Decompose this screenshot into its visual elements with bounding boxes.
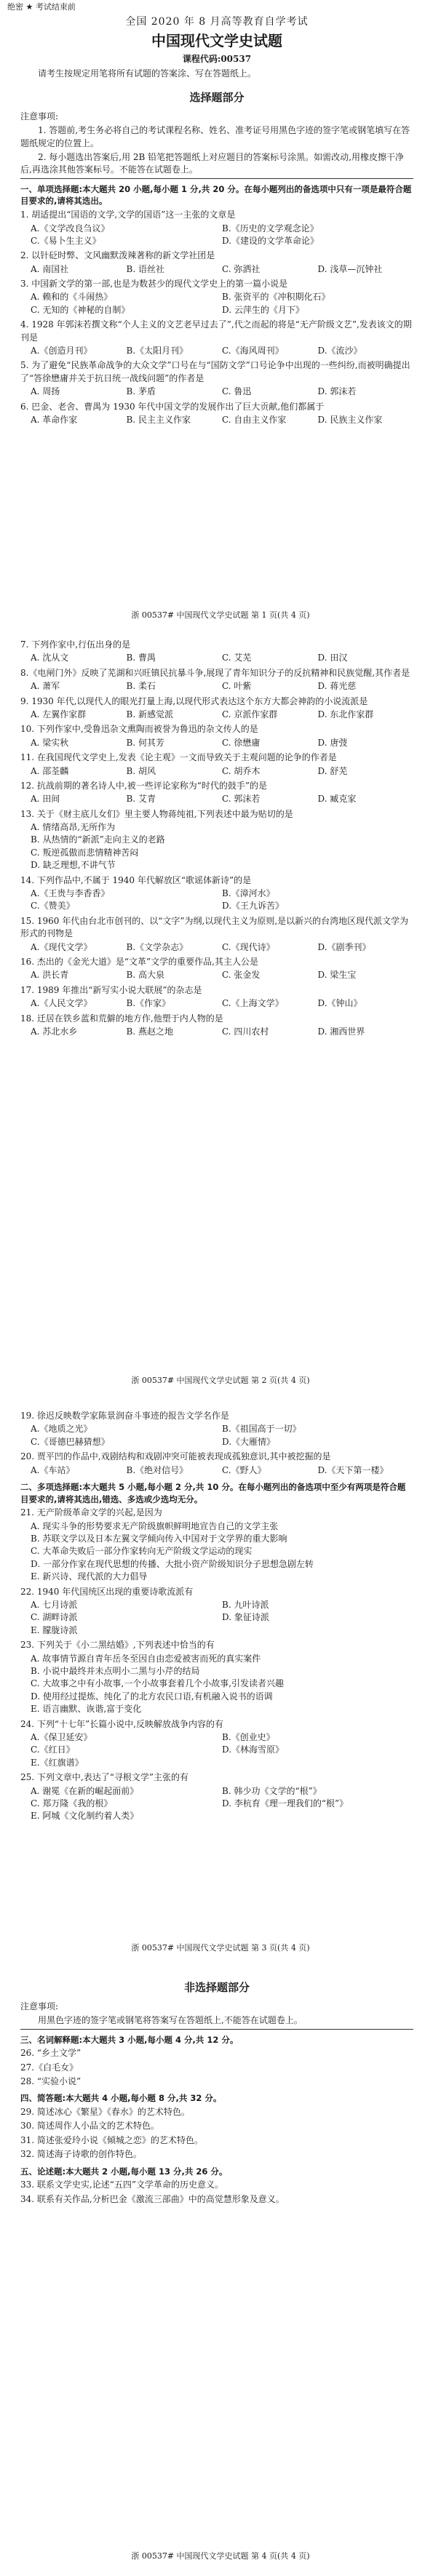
secret-label: 绝密 ★ 考试结束前: [7, 2, 76, 12]
question-stem: 17. 1989 年推出“新写实小说大联展”的杂志是: [20, 984, 202, 995]
page-footer: 浙 00537# 中国现代文学史试题 第 2 页(共 4 页): [131, 1376, 310, 1385]
question-stem: 8.《电闸门外》反映了芜湖和兴旺镇民抗暴斗争,展现了青年知识分子的反抗精神和民族觉醒,其作者是: [20, 667, 410, 678]
option: A. 田间: [31, 794, 60, 805]
option: C. 湖畔诗派: [31, 1612, 78, 1623]
option: D.《天下第一楼》: [317, 1464, 389, 1475]
question-options: [20, 997, 413, 1010]
option: C.《易卜生主义》: [31, 235, 101, 246]
option: B. 苏联文学以及日本左翼文学倾向传入中国对于文学界的重大影响: [31, 1534, 287, 1544]
option: E.《红旗谱》: [31, 1757, 84, 1768]
option: A.《车站》: [31, 1464, 75, 1475]
option: B.《文学杂志》: [126, 941, 188, 952]
option: D.《王九诉苦》: [222, 901, 285, 912]
question-stem: 21. 无产阶级革命文学的兴起,是因为: [20, 1507, 162, 1518]
option: B.《历史的文学观念论》: [222, 223, 319, 234]
option: C.《赞美》: [31, 901, 75, 912]
option: B. 从热情的“新派”走向主义的老路: [31, 834, 165, 845]
question-options: [20, 1520, 413, 1584]
question-stem: 12. 抗战前期的著名诗人中,被一些评论家称为“时代的鼓手”的是: [20, 780, 267, 791]
option: A. 革命作家: [31, 414, 78, 425]
part2-heading: 非选择题部分: [183, 1981, 250, 1994]
question-stem: 13. 关于《财主底儿女们》里主要人物蒋纯祖,下列表述中最为贴切的是: [20, 808, 293, 819]
intro-text: 请考生按规定用笔将所有试题的答案涂、写在答题纸上。: [38, 68, 257, 79]
question-list-3b: [20, 1507, 413, 1822]
option: D. 一部分作家在现代思想的传播、大批小资产阶级知识分子思想急剧左转: [31, 1558, 314, 1569]
course-title: 中国现代文学史试题: [151, 32, 282, 50]
option: A. 洪长青: [31, 970, 69, 981]
page-footer: 浙 00537# 中国现代文学史试题 第 4 页(共 4 页): [131, 2551, 310, 2561]
option: C. 艾芜: [222, 653, 252, 663]
option: D. 梁生宝: [317, 970, 357, 981]
group4-heading: 四、简答题:本大题共 4 小题,每小题 8 分,共 32 分。: [20, 2093, 222, 2104]
question-27: 27.《白毛女》: [20, 2062, 79, 2073]
question-stem: 6. 巴金、老舍、曹禺为 1930 年代中国文学的发展作出了巨大贡献,他们都属于: [20, 401, 325, 412]
question-stem: 11. 在我国现代文学史上,发表《论主观》一文而导致关于主观问题的论争的作者是: [20, 752, 337, 763]
notice-2: 2. 每小题选出答案后,用 2B 铅笔把答题纸上对应题目的答案标号涂黑。如需改动,用橡皮擦干净后,再选涂其他答案标号。不能答在试题卷上。: [20, 152, 404, 175]
question-list-2: [20, 639, 413, 1038]
option: C. 无知的《神秘的自制》: [31, 304, 130, 315]
option: E. 朦胧诗派: [31, 1624, 78, 1635]
question-options: [20, 414, 413, 426]
option: D.《流沙》: [317, 346, 362, 356]
option: A. 情绪高昂,无所作为: [31, 822, 116, 833]
question-options: [20, 888, 413, 913]
group2-heading: 二、多项选择题:本大题共 5 小题,每小题 2 分,共 10 分。在每小题列出的备选项中至少有两项是符合题目要求的,请将其选出,错选、多选或少选均无分。: [20, 1481, 406, 1504]
option: A.《文学改良刍议》: [31, 223, 110, 234]
option: A. 赖和的《斗闹热》: [31, 292, 113, 303]
question-options: [20, 765, 413, 778]
question-stem: 19. 徐迟反映数学家陈景润奋斗事迹的报告文学名作是: [20, 1411, 229, 1421]
question-options: [20, 941, 413, 954]
option: B.《祖国高于一切》: [222, 1424, 301, 1435]
question-options: [20, 737, 413, 749]
option: D. 李杭育《理一理我们的“根”》: [222, 1798, 349, 1809]
question-list-1: [20, 209, 413, 426]
question-list-3a: [20, 1410, 413, 1477]
option: C. 大故事之中有小故事,一个小故事套着几个小故事,引发读者兴趣: [31, 1678, 285, 1689]
question-stem: 16. 杰出的《金光大道》是“文革”文学的重要作品,其主人公是: [20, 956, 258, 967]
question-26: 26. “乡土文学”: [20, 2048, 82, 2059]
option: B. 小说中最终并未点明小二黑与小芹的结局: [31, 1665, 200, 1676]
option: B. 九叶诗派: [222, 1600, 269, 1611]
option: A. 谢冕《在新的崛起面前》: [31, 1785, 139, 1796]
option: D. 使用经过提炼、纯化了的北方农民口语,有机融入说书的语调: [31, 1691, 273, 1702]
option: B. 茅盾: [126, 386, 156, 397]
question-options: [20, 652, 413, 664]
question-stem: 10. 下列作家中,受鲁迅杂文熏陶而被誉为鲁迅的杂文传人的是: [20, 724, 258, 735]
option: C. 京派作家群: [222, 709, 278, 719]
question-stem: 20. 贾平凹的作品中,戏剧结构和戏剧冲突可能被表现成孤独意识,其中被挖掘的是: [20, 1451, 331, 1462]
option: A. 左翼作家群: [31, 709, 87, 719]
question-options: [20, 223, 413, 248]
course-code: 课程代码:00537: [182, 54, 252, 65]
notice-title: 注意事项:: [20, 111, 59, 121]
option: B. 胡风: [126, 765, 156, 776]
option: B. 高大泉: [126, 970, 164, 981]
question-33: 33. 联系文学史实,论述“五四”文学革命的历史意义。: [20, 2180, 223, 2190]
option: A. 邵荃麟: [31, 765, 69, 776]
option: D. 唐弢: [317, 737, 348, 748]
option: D. 东北作家群: [317, 709, 374, 719]
page-footer: 浙 00537# 中国现代文学史试题 第 1 页(共 4 页): [131, 610, 310, 620]
question-stem: 14. 下列作品中,不属于 1940 年代解放区“歌谣体新诗”的是: [20, 874, 252, 885]
option: B. 语丝社: [126, 263, 164, 274]
option: E. 新兴诗、现代派的大力倡导: [31, 1571, 148, 1582]
option: D.《大雁情》: [222, 1436, 276, 1447]
question-31: 31. 简述张爱玲小说《倾城之恋》的艺术特色。: [20, 2134, 203, 2145]
group1-heading: 一、单项选择题:本大题共 20 小题,每小题 1 分,共 20 分。在每小题列出的备选项中只有一项是最符合题目要求的,请将其选出。: [20, 183, 412, 207]
option: A. 南国社: [31, 263, 69, 274]
option: B.《创业史》: [222, 1731, 275, 1742]
group3-heading: 三、名词解释题:本大题共 3 小题,每小题 4 分,共 12 分。: [20, 2034, 239, 2045]
question-stem: 23. 下列关于《小二黑结婚》,下列表述中恰当的有: [20, 1640, 215, 1651]
option: D. 云萍生的《月下》: [222, 304, 304, 315]
question-30: 30. 简述周作人小品文的艺术特色。: [20, 2121, 159, 2132]
divider: [20, 2029, 413, 2030]
option: B. 韩少功《文学的“根”》: [222, 1785, 322, 1796]
question-options: [20, 709, 413, 721]
exam-title: 全国 2020 年 8 月高等教育自学考试: [125, 16, 309, 28]
option: A. 沈从文: [31, 653, 69, 663]
option: C.《海风周刊》: [222, 346, 284, 356]
option: D.《林海雪原》: [222, 1744, 285, 1755]
option: B. 何其芳: [126, 737, 164, 748]
option: D. 郭沫若: [317, 386, 357, 397]
question-32: 32. 简述海子诗歌的创作特色。: [20, 2149, 142, 2160]
option: D.《剧季刊》: [317, 941, 371, 952]
option: B. 艾青: [126, 794, 156, 805]
option: B.《漳河水》: [222, 888, 275, 899]
option: C.《上海文学》: [222, 998, 284, 1009]
option: C. 自由主义作家: [222, 414, 287, 425]
question-stem: 25. 下列文章中,表达了“寻根文学”主张的有: [20, 1772, 188, 1783]
option: B. 曹禺: [126, 653, 156, 663]
question-options: [20, 969, 413, 981]
option: C. 鲁迅: [222, 386, 252, 397]
option: B. 燕赵之地: [126, 1026, 173, 1037]
question-options: [20, 386, 413, 398]
question-options: [20, 821, 413, 872]
option: C.《野人》: [222, 1464, 266, 1475]
question-stem: 15. 1960 年代由台北市创刊的、以“文字”为纲,以现代主义为原则,是以新兴的台湾地区现代派文学为形式的刊物是: [20, 915, 409, 939]
option: E. 语言幽默、诙谐,富于变化: [31, 1704, 142, 1715]
option: C. 叶紫: [222, 681, 252, 692]
option: C.《哥德巴赫猜想》: [31, 1436, 110, 1447]
notice-1: 1. 答题前,考生务必将自己的考试课程名称、姓名、准考证号用黑色字迹的签字笔或钢笔填写在答题纸规定的位置上。: [20, 125, 410, 148]
option: D.《钟山》: [317, 998, 362, 1009]
question-options: [20, 1653, 413, 1716]
option: D. 浅草—沉钟社: [317, 263, 383, 274]
question-options: [20, 1423, 413, 1448]
option: D. 湘西世界: [317, 1026, 365, 1037]
question-29: 29. 简述冰心《繁星》《春水》的艺术特色。: [20, 2107, 190, 2118]
question-stem: 2. 以针砭时弊、文风幽默泼辣著称的新文学社团是: [20, 250, 215, 261]
notice-title: 注意事项:: [20, 2001, 59, 2011]
option: D. 田汉: [317, 653, 348, 663]
option: E. 阿城《文化制约着人类》: [31, 1811, 139, 1822]
option: B. 柔石: [126, 681, 156, 692]
option: A. 梁实秋: [31, 737, 69, 748]
option: A. 现实斗争的形势要求无产阶级旗帜鲜明地宣告自己的文学主张: [31, 1520, 279, 1531]
question-options: [20, 263, 413, 276]
question-options: [20, 345, 413, 357]
option: D. 舒芜: [317, 765, 348, 776]
question-28: 28. “实验小说”: [20, 2075, 82, 2086]
option: B. 张资平的《冲积期化石》: [222, 292, 330, 303]
option: B. 民主主义作家: [126, 414, 191, 425]
question-options: [20, 1464, 413, 1477]
option: C. 张金发: [222, 970, 261, 981]
question-stem: 7. 下列作家中,行伍出身的是: [20, 639, 131, 650]
option: B.《作家》: [126, 998, 171, 1009]
part1-heading: 选择题部分: [189, 91, 245, 105]
option: B.《太阳月刊》: [126, 346, 188, 356]
option: A. 故事情节源自青年岳冬至因自由恋爱被害而死的真实案件: [31, 1653, 261, 1664]
question-stem: 24. 下列“十七年”长篇小说中,反映解放战争内容的有: [20, 1718, 223, 1729]
question-stem: 1. 胡适提出“国语的文学,文学的国语”这一主张的文章是: [20, 210, 236, 220]
question-34: 34. 联系有关作品,分析巴金《激流三部曲》中的高觉慧形象及意义。: [20, 2193, 285, 2204]
question-stem: 4. 1928 年郭沫若撰文称“个人主义的文艺老早过去了”,代之而起的将是“无产阶级文艺”,发表该文的期刊是: [20, 319, 412, 343]
option: A. 萧军: [31, 681, 60, 692]
page-4: [0, 1964, 441, 2576]
option: D. 缺乏理想,不讲气节: [31, 860, 116, 871]
option: C. 叛逆孤傲而悲情精神苦闷: [31, 847, 139, 858]
option: A.《地质之光》: [31, 1424, 92, 1435]
question-options: [20, 1731, 413, 1769]
option: B.《绝对信号》: [126, 1464, 188, 1475]
option: A. 苏北水乡: [31, 1026, 78, 1037]
page-3: [0, 1397, 441, 1964]
option: A. 周扬: [31, 386, 60, 397]
question-options: [20, 793, 413, 805]
option: A.《人民文学》: [31, 998, 92, 1009]
question-options: [20, 680, 413, 693]
page-2: [0, 626, 441, 1397]
question-options: [20, 1599, 413, 1637]
option: C. 胡乔木: [222, 765, 261, 776]
option: D. 象征诗派: [222, 1612, 269, 1623]
page-1: [0, 0, 441, 626]
question-stem: 3. 中国新文学的第一部,也是为数甚少的现代文学史上的第一篇小说是: [20, 279, 288, 290]
option: D.《建设的文学革命论》: [222, 235, 319, 246]
option: C. 郑万隆《我的根》: [31, 1798, 113, 1809]
question-stem: 18. 迁居在铁乡蓝和荒僻的地方作,他塑于内人物的是: [20, 1013, 223, 1024]
option: D. 臧克家: [317, 794, 357, 805]
option: C. 弥洒社: [222, 263, 261, 274]
option: C. 大革命失败后一部分作家转向无产阶级文学运动的现实: [31, 1546, 253, 1557]
option: A.《现代文学》: [31, 941, 92, 952]
question-options: [20, 1785, 413, 1823]
notice-text: 用黑色字迹的签字笔或钢笔将答案写在答题纸上,不能答在试题卷上。: [38, 2015, 303, 2026]
option: D. 民族主义作家: [317, 414, 383, 425]
page-footer: 浙 00537# 中国现代文学史试题 第 3 页(共 4 页): [131, 1943, 310, 1953]
question-options: [20, 291, 413, 316]
question-options: [20, 1026, 413, 1038]
question-stem: 22. 1940 年代国统区出现的重要诗歌流派有: [20, 1586, 194, 1597]
option: C. 四川农村: [222, 1026, 269, 1037]
divider: [20, 178, 413, 179]
option: C. 郭沫若: [222, 794, 261, 805]
question-stem: 5. 为了避免“民族革命战争的大众文学”口号在与“国防文学”口号论争中出现的一些纠纷,而被明确提出了“答徐懋庸并关于抗日统一战线问题”的作者是: [20, 360, 410, 383]
option: C.《红日》: [31, 1744, 75, 1755]
option: A.《保卫延安》: [31, 1731, 92, 1742]
question-stem: 9. 1930 年代,以现代人的眼光打量上海,以现代形式表达这个东方大都会神韵的小说流派是: [20, 695, 368, 706]
option: C.《现代诗》: [222, 941, 275, 952]
option: D. 蒋光慈: [317, 681, 357, 692]
group5-heading: 五、论述题:本大题共 2 小题,每小题 13 分,共 26 分。: [20, 2166, 228, 2177]
option: A.《创造月刊》: [31, 346, 92, 356]
option: B. 新感觉派: [126, 709, 173, 719]
option: A.《王贵与李香香》: [31, 888, 110, 899]
option: C. 徐懋庸: [222, 737, 261, 748]
option: A. 七月诗派: [31, 1600, 78, 1611]
